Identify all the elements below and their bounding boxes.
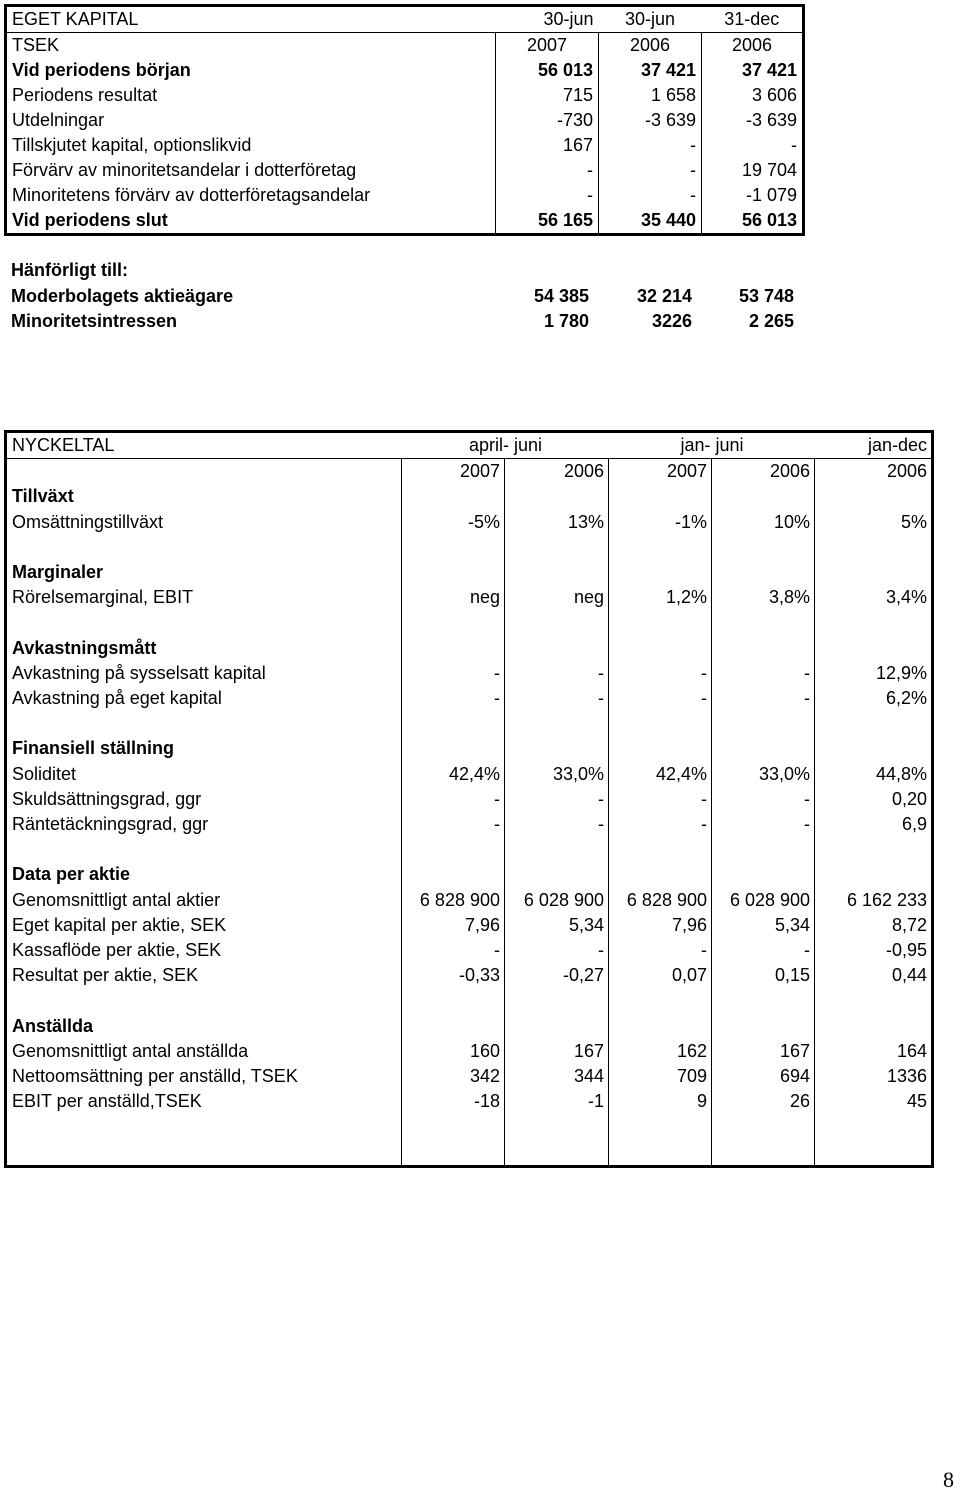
keyfigures-spacer-cell <box>815 988 933 1013</box>
keyfigures-row-value: 6 028 900 <box>505 888 609 913</box>
keyfigures-row <box>6 938 933 963</box>
keyfigures-row-value: 5% <box>815 510 933 535</box>
keyfigures-row-value: 45 <box>815 1089 933 1114</box>
keyfigures-header-row <box>6 432 933 459</box>
equity-unit: TSEK <box>6 33 496 59</box>
equity-row-value: 715 <box>496 83 599 108</box>
keyfigures-row-label: Nettoomsättning per anställd, TSEK <box>6 1064 402 1089</box>
keyfigures-spacer-row <box>6 1140 933 1167</box>
keyfigures-empty-cell <box>815 484 933 509</box>
keyfigures-section-title: Avkastningsmått <box>6 636 402 661</box>
keyfigures-row-label: Soliditet <box>6 762 402 787</box>
keyfigures-table <box>4 430 934 1168</box>
keyfigures-empty-cell <box>402 862 505 887</box>
keyfigures-row-value: 6 828 900 <box>402 888 505 913</box>
equity-row <box>6 83 804 108</box>
keyfigures-empty-cell <box>712 1014 815 1039</box>
keyfigures-spacer-cell <box>402 535 505 560</box>
keyfigures-spacer <box>6 711 402 736</box>
keyfigures-spacer-row <box>6 988 933 1013</box>
equity-row-label: Förvärv av minoritetsandelar i dotterföretag <box>6 158 496 183</box>
keyfigures-spacer-cell <box>402 711 505 736</box>
keyfigures-row-value: - <box>609 812 712 837</box>
keyfigures-section-row <box>6 862 933 887</box>
keyfigures-section-title: Data per aktie <box>6 862 402 887</box>
keyfigures-row-value: 0,15 <box>712 963 815 988</box>
equity-year-1: 2007 <box>496 33 599 59</box>
equity-row-value: - <box>496 158 599 183</box>
keyfigures-spacer-cell <box>505 1114 609 1139</box>
equity-year-2: 2006 <box>599 33 702 59</box>
keyfigures-row-value: 44,8% <box>815 762 933 787</box>
equity-header-row <box>6 6 804 33</box>
equity-row-value: 56 013 <box>496 58 599 83</box>
keyfigures-empty-cell <box>609 862 712 887</box>
keyfigures-row-value: 342 <box>402 1064 505 1089</box>
keyfigures-row-value: 6,9 <box>815 812 933 837</box>
attributable-row <box>8 284 802 310</box>
equity-row-label: Vid periodens början <box>6 58 496 83</box>
keyfigures-spacer-row <box>6 610 933 635</box>
keyfigures-section-row <box>6 736 933 761</box>
keyfigures-empty-cell <box>712 560 815 585</box>
keyfigures-empty-cell <box>609 736 712 761</box>
attributable-value: 53 748 <box>738 285 795 306</box>
keyfigures-row-value: - <box>609 661 712 686</box>
attributable-value: 54 385 <box>533 285 589 306</box>
keyfigures-spacer <box>6 1114 402 1139</box>
keyfigures-row-value: - <box>505 686 609 711</box>
equity-row-value: 37 421 <box>599 58 702 83</box>
keyfigures-row <box>6 1039 933 1064</box>
keyfigures-row <box>6 1064 933 1089</box>
keyfigures-spacer-cell <box>505 535 609 560</box>
keyfigures-spacer-cell <box>712 610 815 635</box>
keyfigures-empty-cell <box>505 736 609 761</box>
keyfigures-year: 2006 <box>815 459 933 485</box>
keyfigures-spacer-cell <box>609 1114 712 1139</box>
keyfigures-row-value: neg <box>402 585 505 610</box>
keyfigures-empty-cell <box>402 560 505 585</box>
equity-row-value: - <box>702 133 804 158</box>
keyfigures-spacer-cell <box>609 988 712 1013</box>
equity-row-value: 19 704 <box>702 158 804 183</box>
keyfigures-row-value: - <box>402 686 505 711</box>
keyfigures-year: 2007 <box>609 459 712 485</box>
attributable-title: Hänförligt till: <box>11 260 128 280</box>
equity-row-label: Utdelningar <box>6 108 496 133</box>
keyfigures-spacer-cell <box>402 1140 505 1167</box>
keyfigures-spacer-cell <box>815 1140 933 1167</box>
keyfigures-empty-cell <box>402 636 505 661</box>
keyfigures-row-value: 0,44 <box>815 963 933 988</box>
keyfigures-row-value: - <box>505 661 609 686</box>
keyfigures-row-value: 6,2% <box>815 686 933 711</box>
keyfigures-row-value: - <box>402 661 505 686</box>
keyfigures-spacer <box>6 610 402 635</box>
keyfigures-empty-cell <box>815 560 933 585</box>
keyfigures-spacer-cell <box>505 988 609 1013</box>
keyfigures-empty-cell <box>505 862 609 887</box>
keyfigures-spacer-row <box>6 535 933 560</box>
keyfigures-row-value: - <box>609 787 712 812</box>
attributable-value: 32 214 <box>636 285 692 306</box>
keyfigures-row-value: - <box>505 938 609 963</box>
keyfigures-row-value: -0,33 <box>402 963 505 988</box>
keyfigures-spacer-cell <box>609 837 712 862</box>
keyfigures-section-row <box>6 560 933 585</box>
keyfigures-row-value: 33,0% <box>505 762 609 787</box>
keyfigures-spacer-cell <box>815 711 933 736</box>
keyfigures-spacer <box>6 988 402 1013</box>
keyfigures-empty-cell <box>609 484 712 509</box>
keyfigures-row <box>6 913 933 938</box>
keyfigures-empty-cell <box>402 484 505 509</box>
keyfigures-row-value: 162 <box>609 1039 712 1064</box>
keyfigures-section-title: Anställda <box>6 1014 402 1039</box>
equity-row <box>6 58 804 83</box>
keyfigures-row-value: 1,2% <box>609 585 712 610</box>
keyfigures-spacer-cell <box>505 610 609 635</box>
keyfigures-row-value: - <box>712 938 815 963</box>
equity-date-1: 30-jun <box>496 6 599 33</box>
keyfigures-row-value: 5,34 <box>712 913 815 938</box>
keyfigures-title: NYCKELTAL <box>6 432 402 459</box>
attributable-row <box>8 309 802 335</box>
equity-row-label: Periodens resultat <box>6 83 496 108</box>
keyfigures-row-value: - <box>505 787 609 812</box>
keyfigures-spacer-cell <box>609 610 712 635</box>
keyfigures-spacer-cell <box>712 711 815 736</box>
keyfigures-row-label: Avkastning på eget kapital <box>6 686 402 711</box>
equity-row-value: 37 421 <box>702 58 804 83</box>
keyfigures-row-value: 7,96 <box>609 913 712 938</box>
keyfigures-row-value: 6 028 900 <box>712 888 815 913</box>
keyfigures-row-label: Eget kapital per aktie, SEK <box>6 913 402 938</box>
keyfigures-row-value: 160 <box>402 1039 505 1064</box>
equity-date-3: 31-dec <box>702 6 804 33</box>
keyfigures-spacer-cell <box>815 1114 933 1139</box>
keyfigures-empty-cell <box>815 736 933 761</box>
keyfigures-section-row <box>6 484 933 509</box>
keyfigures-row-value: 42,4% <box>402 762 505 787</box>
keyfigures-row-label: Avkastning på sysselsatt kapital <box>6 661 402 686</box>
keyfigures-row-value: -1% <box>609 510 712 535</box>
keyfigures-section-title: Finansiell ställning <box>6 736 402 761</box>
keyfigures-spacer-cell <box>712 1140 815 1167</box>
keyfigures-year: 2007 <box>402 459 505 485</box>
equity-row-value: -730 <box>496 108 599 133</box>
keyfigures-section-row <box>6 636 933 661</box>
keyfigures-row-value: 694 <box>712 1064 815 1089</box>
equity-unit-row <box>6 33 804 59</box>
equity-table <box>4 4 805 236</box>
keyfigures-row-value: 167 <box>712 1039 815 1064</box>
keyfigures-empty-cell <box>609 636 712 661</box>
keyfigures-empty-cell <box>505 484 609 509</box>
attributable-value: 3226 <box>651 311 692 331</box>
equity-row <box>6 158 804 183</box>
keyfigures-row <box>6 661 933 686</box>
keyfigures-row-value: - <box>712 812 815 837</box>
keyfigures-period-1: april- juni <box>402 432 609 459</box>
keyfigures-row-value: 13% <box>505 510 609 535</box>
keyfigures-row-value: 344 <box>505 1064 609 1089</box>
keyfigures-spacer-cell <box>505 711 609 736</box>
keyfigures-row <box>6 762 933 787</box>
keyfigures-row-value: -5% <box>402 510 505 535</box>
keyfigures-row-value: - <box>402 787 505 812</box>
equity-row-value: - <box>599 183 702 208</box>
keyfigures-spacer-cell <box>505 837 609 862</box>
keyfigures-row-value: - <box>712 661 815 686</box>
keyfigures-row <box>6 585 933 610</box>
equity-row-value: 1 658 <box>599 83 702 108</box>
keyfigures-spacer-cell <box>609 535 712 560</box>
keyfigures-row <box>6 1089 933 1114</box>
equity-row <box>6 183 804 208</box>
keyfigures-spacer-cell <box>402 1114 505 1139</box>
keyfigures-empty-cell <box>712 736 815 761</box>
keyfigures-empty-cell <box>712 484 815 509</box>
keyfigures-empty-cell <box>505 560 609 585</box>
keyfigures-row-label: Rörelsemarginal, EBIT <box>6 585 402 610</box>
keyfigures-spacer-cell <box>402 988 505 1013</box>
keyfigures-spacer-row <box>6 1114 933 1139</box>
keyfigures-section-title: Tillväxt <box>6 484 402 509</box>
keyfigures-row-value: 33,0% <box>712 762 815 787</box>
keyfigures-row <box>6 812 933 837</box>
keyfigures-row-value: - <box>712 686 815 711</box>
keyfigures-spacer-cell <box>712 1114 815 1139</box>
keyfigures-empty-cell <box>402 1014 505 1039</box>
keyfigures-section-title: Marginaler <box>6 560 402 585</box>
keyfigures-row-value: 6 828 900 <box>609 888 712 913</box>
keyfigures-row-label: Resultat per aktie, SEK <box>6 963 402 988</box>
keyfigures-row <box>6 686 933 711</box>
keyfigures-spacer <box>6 837 402 862</box>
keyfigures-empty-cell <box>609 1014 712 1039</box>
equity-row <box>6 108 804 133</box>
keyfigures-row-label: Skuldsättningsgrad, ggr <box>6 787 402 812</box>
equity-row <box>6 208 804 235</box>
keyfigures-period-2: jan- juni <box>609 432 815 459</box>
keyfigures-row-label: Genomsnittligt antal anställda <box>6 1039 402 1064</box>
equity-row-value: 35 440 <box>599 208 702 235</box>
keyfigures-row-value: 164 <box>815 1039 933 1064</box>
keyfigures-row-value: - <box>609 938 712 963</box>
keyfigures-years-label <box>6 459 402 485</box>
page-number: 8 <box>943 1467 954 1492</box>
keyfigures-spacer-cell <box>815 610 933 635</box>
equity-row <box>6 133 804 158</box>
keyfigures-spacer-cell <box>815 535 933 560</box>
equity-title: EGET KAPITAL <box>6 6 496 33</box>
keyfigures-row-label: EBIT per anställd,TSEK <box>6 1089 402 1114</box>
keyfigures-row-value: 9 <box>609 1089 712 1114</box>
keyfigures-row <box>6 510 933 535</box>
keyfigures-row-value: 1336 <box>815 1064 933 1089</box>
keyfigures-empty-cell <box>505 1014 609 1039</box>
equity-year-3: 2006 <box>702 33 804 59</box>
keyfigures-spacer-cell <box>609 1140 712 1167</box>
keyfigures-empty-cell <box>815 862 933 887</box>
keyfigures-row-value: -0,27 <box>505 963 609 988</box>
keyfigures-empty-cell <box>505 636 609 661</box>
keyfigures-empty-cell <box>712 636 815 661</box>
keyfigures-row-value: 10% <box>712 510 815 535</box>
keyfigures-empty-cell <box>609 560 712 585</box>
equity-row-value: -3 639 <box>599 108 702 133</box>
keyfigures-row-value: - <box>609 686 712 711</box>
keyfigures-row-value: 0,07 <box>609 963 712 988</box>
keyfigures-spacer-cell <box>505 1140 609 1167</box>
keyfigures-spacer-cell <box>712 535 815 560</box>
attributable-value: 1 780 <box>543 311 589 331</box>
attributable-table <box>8 258 802 335</box>
keyfigures-row-value: 3,8% <box>712 585 815 610</box>
keyfigures-row-value: - <box>712 787 815 812</box>
keyfigures-spacer-row <box>6 837 933 862</box>
keyfigures-row-label: Kassaflöde per aktie, SEK <box>6 938 402 963</box>
keyfigures-section-row <box>6 1014 933 1039</box>
equity-row-value: 56 165 <box>496 208 599 235</box>
keyfigures-row-label: Genomsnittligt antal aktier <box>6 888 402 913</box>
keyfigures-row-value: neg <box>505 585 609 610</box>
keyfigures-row-value: - <box>505 812 609 837</box>
keyfigures-empty-cell <box>712 862 815 887</box>
keyfigures-spacer-cell <box>712 837 815 862</box>
keyfigures-row <box>6 963 933 988</box>
equity-row-label: Minoritetens förvärv av dotterföretagsandelar <box>6 183 496 208</box>
keyfigures-spacer <box>6 535 402 560</box>
keyfigures-spacer-cell <box>609 711 712 736</box>
keyfigures-row-label: Räntetäckningsgrad, ggr <box>6 812 402 837</box>
keyfigures-row-value: - <box>402 938 505 963</box>
keyfigures-spacer-cell <box>402 837 505 862</box>
equity-row-label: Tillskjutet kapital, optionslikvid <box>6 133 496 158</box>
keyfigures-empty-cell <box>402 736 505 761</box>
keyfigures-years-row <box>6 459 933 485</box>
keyfigures-row-value: 12,9% <box>815 661 933 686</box>
keyfigures-row-value: 167 <box>505 1039 609 1064</box>
keyfigures-spacer-cell <box>712 988 815 1013</box>
keyfigures-row-value: -1 <box>505 1089 609 1114</box>
keyfigures-row-value: 8,72 <box>815 913 933 938</box>
keyfigures-row <box>6 888 933 913</box>
keyfigures-row <box>6 787 933 812</box>
keyfigures-row-value: 709 <box>609 1064 712 1089</box>
attributable-label: Moderbolagets aktieägare <box>11 285 234 306</box>
keyfigures-row-value: 0,20 <box>815 787 933 812</box>
keyfigures-row-value: 42,4% <box>609 762 712 787</box>
attributable-value: 2 265 <box>749 311 795 331</box>
keyfigures-row-value: 7,96 <box>402 913 505 938</box>
keyfigures-spacer-cell <box>402 610 505 635</box>
keyfigures-row-value: 6 162 233 <box>815 888 933 913</box>
equity-row-value: 3 606 <box>702 83 804 108</box>
keyfigures-spacer-row <box>6 711 933 736</box>
keyfigures-row-value: 26 <box>712 1089 815 1114</box>
keyfigures-spacer <box>6 1140 402 1167</box>
keyfigures-row-label: Omsättningstillväxt <box>6 510 402 535</box>
equity-row-value: -1 079 <box>702 183 804 208</box>
keyfigures-empty-cell <box>815 1014 933 1039</box>
equity-date-2: 30-jun <box>599 6 702 33</box>
equity-row-value: - <box>599 158 702 183</box>
keyfigures-row-value: - <box>402 812 505 837</box>
keyfigures-empty-cell <box>815 636 933 661</box>
keyfigures-row-value: -0,95 <box>815 938 933 963</box>
keyfigures-row-value: -18 <box>402 1089 505 1114</box>
equity-row-value: -3 639 <box>702 108 804 133</box>
keyfigures-spacer-cell <box>815 837 933 862</box>
equity-row-value: - <box>599 133 702 158</box>
keyfigures-period-3: jan-dec <box>815 432 933 459</box>
equity-row-label: Vid periodens slut <box>6 208 496 235</box>
keyfigures-row-value: 5,34 <box>505 913 609 938</box>
keyfigures-row-value: 3,4% <box>815 585 933 610</box>
equity-row-value: 56 013 <box>702 208 804 235</box>
attributable-label: Minoritetsintressen <box>11 311 178 331</box>
equity-row-value: 167 <box>496 133 599 158</box>
keyfigures-year: 2006 <box>712 459 815 485</box>
equity-row-value: - <box>496 183 599 208</box>
keyfigures-year: 2006 <box>505 459 609 485</box>
